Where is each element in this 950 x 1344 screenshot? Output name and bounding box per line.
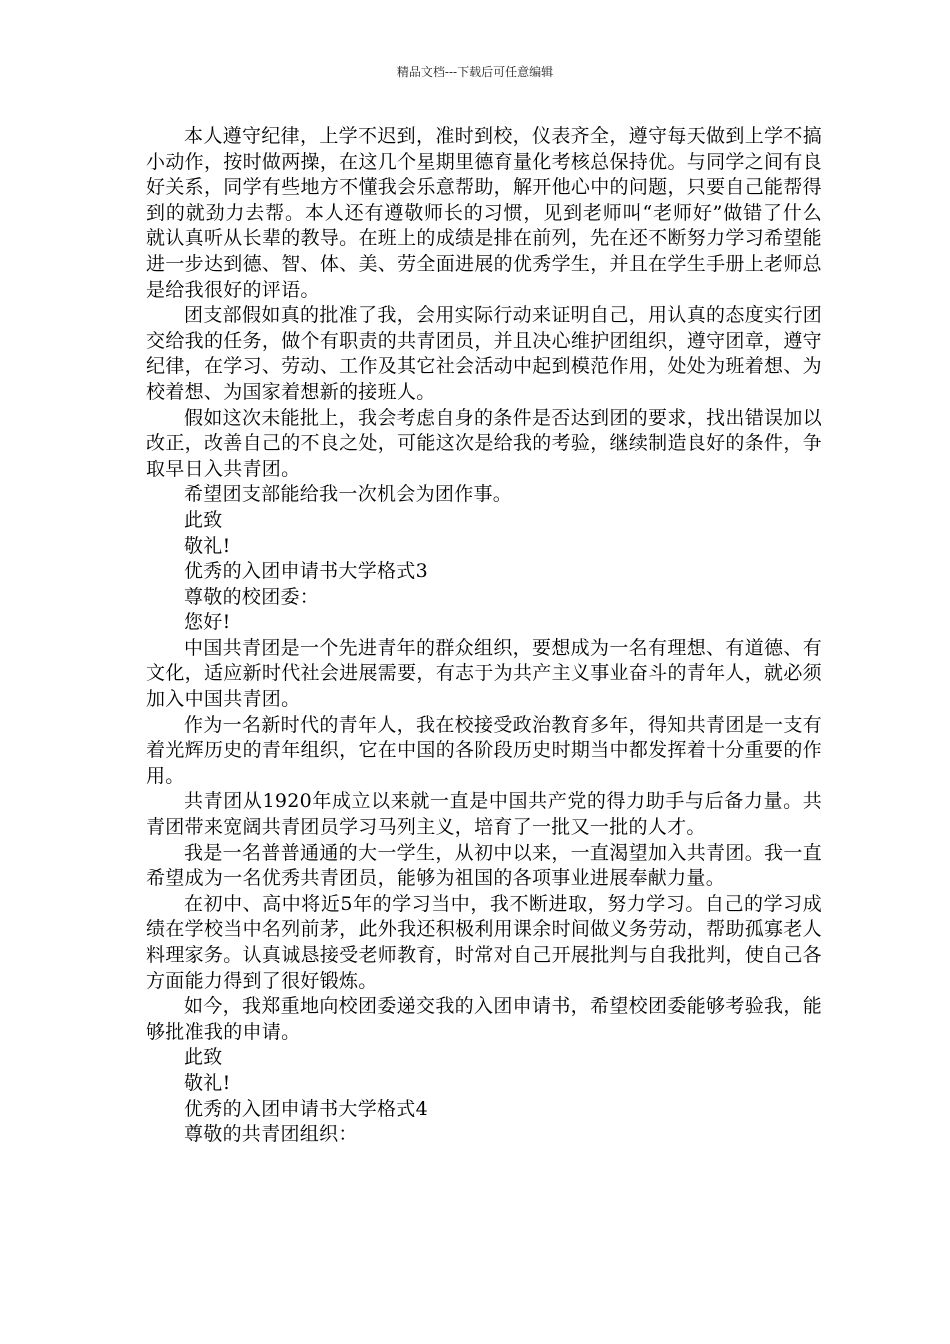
salutation: 尊敬的共青团组织： (184, 1123, 358, 1146)
salutation: 尊敬的校团委： (184, 585, 320, 608)
paragraph: 作为一名新时代的青年人，我在校接受政治教育多年，得知共青团是一支有着光辉历史的青年组织，它在中国的各阶段历史时期当中都发挥着十分重要的作用。 (146, 713, 822, 787)
closing-line: 此致 (184, 1046, 223, 1069)
closing-line: 敬礼! (184, 1071, 231, 1094)
paragraph: 假如这次未能批上，我会考虑自身的条件是否达到团的要求，找出错误加以改正，改善自己的不良之处，可能这次是给我的考验，继续制造良好的条件，争取早日入共青团。 (146, 406, 822, 480)
paragraph: 希望团支部能给我一次机会为团作事。 (184, 483, 513, 506)
section-title: 优秀的入团申请书大学格式3 (184, 560, 428, 583)
closing-line: 敬礼! (184, 534, 231, 557)
greeting: 您好! (184, 611, 231, 634)
paragraph: 中国共青团是一个先进青年的群众组织，要想成为一名有理想、有道德、有文化，适应新时代社会进展需要，有志于为共产主义事业奋斗的青年人，就必须加入中国共青团。 (146, 636, 822, 711)
paragraph: 本人遵守纪律，上学不迟到，准时到校，仪表齐全，遵守每天做到上学不搞小动作，按时做两操，在这几个星期里德育量化考核总保持优。与同学之间有良好关系，同学有些地方不懂我会乐意帮助，解开他心中的问题，只要自己能帮得到的就劲力去帮。本人还有遵敬师长的习惯，见到老师叫“老师好”做错了什么就认真听从长辈的教导。在班上的成绩是排在前列，先在还不断努力学习希望能进一步达到德、智、体、美、劳全面进展的优秀学生，并且在学生手册上老师总是给我很好的评语。 (146, 125, 822, 301)
paragraph: 我是一名普普通通的大一学生，从初中以来，一直渴望加入共青团。我一直希望成为一名优秀共青团员，能够为祖国的各项事业进展奉献力量。 (146, 841, 822, 890)
document-body (146, 124, 822, 1148)
section-title: 优秀的入团申请书大学格式4 (184, 1097, 428, 1120)
paragraph: 团支部假如真的批准了我，会用实际行动来证明自己，用认真的态度实行团交给我的任务，做个有职责的共青团员，并且决心维护团组织，遵守团章，遵守纪律，在学习、劳动、工作及其它社会活动中起到模范作用，处处为班着想、为校着想、为国家着想新的接班人。 (146, 304, 822, 403)
page-header: 精品文档---下载后可任意编辑 (396, 65, 554, 79)
paragraph: 共青团从1920年成立以来就一直是中国共产党的得力助手与后备力量。共青团带来宽阔共青团员学习马列主义，培育了一批又一批的人才。 (146, 790, 822, 839)
paragraph: 在初中、高中将近5年的学习当中，我不断进取，努力学习。自己的学习成绩在学校当中名列前茅，此外我还积极利用课余时间做义务劳动，帮助孤寡老人料理家务。认真诚恳接受老师教育，时常对自己开展批判与自我批判，使自己各方面能力得到了很好锻炼。 (146, 892, 822, 992)
closing-line: 此致 (184, 508, 223, 531)
paragraph: 如今，我郑重地向校团委递交我的入团申请书，希望校团委能够考验我，能够批准我的申请。 (146, 995, 822, 1043)
